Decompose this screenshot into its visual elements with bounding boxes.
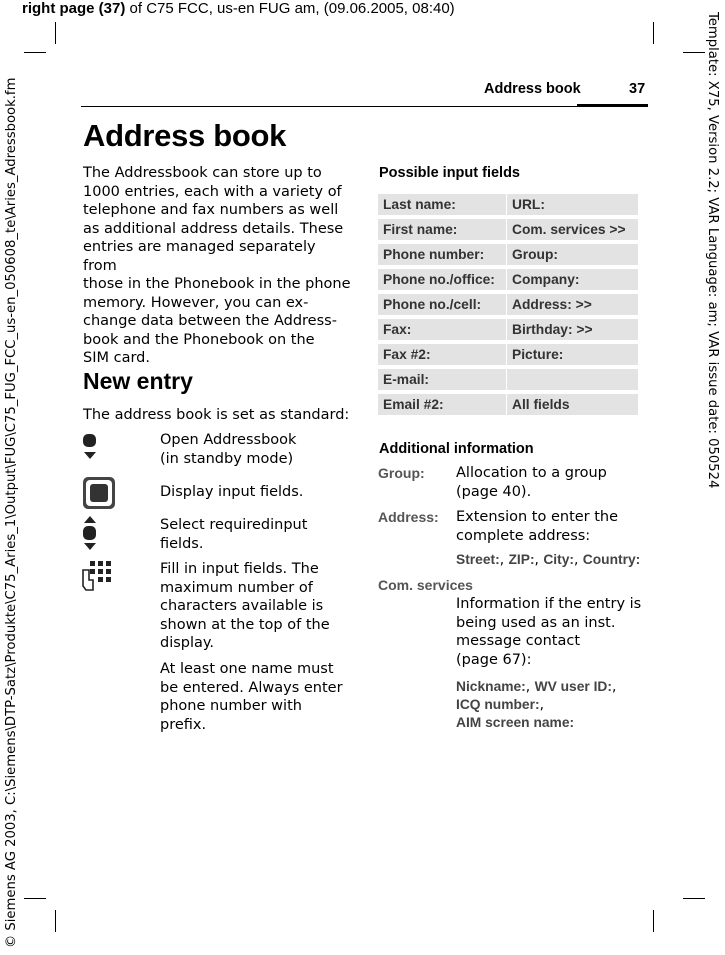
header-rule-thick bbox=[577, 104, 648, 107]
table-cell: E-mail: bbox=[378, 369, 507, 390]
crop-mark bbox=[55, 22, 56, 44]
template-info bbox=[700, 12, 720, 532]
table-cell: Phone no./cell: bbox=[378, 294, 507, 315]
table-row bbox=[378, 219, 638, 240]
separator: , bbox=[534, 552, 544, 568]
new-entry-heading: New entry bbox=[83, 368, 193, 394]
table-cell: URL: bbox=[507, 194, 638, 215]
step-select-fields bbox=[160, 516, 307, 553]
table-cell: Address: >> bbox=[507, 294, 638, 315]
table-row bbox=[378, 269, 638, 290]
additional-heading: Additional information bbox=[379, 441, 534, 457]
intro-line: change data between the Address- bbox=[83, 313, 337, 329]
com-line: Information if the entry is bbox=[456, 596, 642, 612]
intro-line: The Addressbook can store up to bbox=[83, 165, 322, 181]
separator: , bbox=[574, 552, 583, 568]
com-fields-line bbox=[456, 696, 616, 714]
com-services-label: Com. services bbox=[378, 577, 473, 593]
com-line: being used as an inst. bbox=[456, 614, 616, 631]
group-line: (page 40). bbox=[456, 483, 532, 500]
group-label: Group: bbox=[378, 465, 425, 481]
select-key-icon bbox=[82, 476, 116, 514]
template-info-text: Template: X75, Version 2.2; VAR Language: am; VAR issue date: 050524 bbox=[705, 12, 720, 489]
intro-line: entries are managed separately from bbox=[83, 239, 316, 274]
field-nickname: Nickname: bbox=[456, 679, 526, 694]
field-icq-number: ICQ number: bbox=[456, 697, 540, 712]
print-header bbox=[22, 0, 455, 17]
table-cell: Email #2: bbox=[378, 394, 507, 415]
print-header-info: of C75 FCC, us-en FUG am, (09.06.2005, 08:40) bbox=[125, 0, 455, 17]
table-cell: Fax #2: bbox=[378, 344, 507, 365]
table-cell: Phone number: bbox=[378, 244, 507, 265]
crop-mark bbox=[55, 910, 56, 932]
step-line: maximum number of bbox=[160, 579, 313, 596]
com-fields-line bbox=[456, 714, 616, 732]
table-cell: Picture: bbox=[507, 344, 638, 365]
table-row bbox=[378, 344, 638, 365]
crop-mark bbox=[653, 22, 654, 44]
table-cell: Birthday: >> bbox=[507, 319, 638, 340]
header-rule bbox=[81, 106, 648, 107]
com-fields-line bbox=[456, 678, 616, 696]
separator: , bbox=[612, 679, 617, 695]
step-line: fields. bbox=[160, 535, 204, 552]
step-line: prefix. bbox=[160, 716, 207, 733]
separator: , bbox=[525, 679, 535, 695]
group-description bbox=[456, 464, 607, 501]
step-line: (in standby mode) bbox=[160, 450, 294, 467]
keypad-icon bbox=[80, 560, 116, 600]
intro-line: those in the Phonebook in the phone bbox=[83, 276, 351, 292]
field-wv-user-id: WV user ID: bbox=[534, 679, 612, 694]
table-cell bbox=[507, 369, 638, 390]
field-city: City: bbox=[543, 552, 574, 567]
table-cell: Phone no./office: bbox=[378, 269, 507, 290]
copyright-path bbox=[2, 0, 24, 955]
step-line: shown at the top of the bbox=[160, 616, 330, 633]
fields-heading: Possible input fields bbox=[379, 165, 520, 181]
table-cell: First name: bbox=[378, 219, 507, 240]
address-line: complete address: bbox=[456, 527, 591, 544]
step-line: display. bbox=[160, 635, 215, 651]
running-head-title: Address book bbox=[484, 81, 581, 97]
address-fields bbox=[456, 552, 640, 568]
step-line: characters available is bbox=[160, 598, 324, 614]
table-cell: All fields bbox=[507, 394, 638, 415]
com-fields bbox=[456, 678, 616, 732]
field-zip: ZIP: bbox=[508, 552, 535, 567]
field-street: Street: bbox=[456, 552, 500, 567]
step-note bbox=[160, 660, 343, 734]
table-cell: Company: bbox=[507, 269, 638, 290]
intro-paragraph bbox=[83, 164, 353, 368]
new-entry-lead: The address book is set as standard: bbox=[83, 407, 350, 423]
crop-mark bbox=[24, 52, 46, 53]
table-cell: Com. services >> bbox=[507, 219, 638, 240]
table-row bbox=[378, 244, 638, 265]
intro-line: memory. However, you can ex- bbox=[83, 294, 309, 311]
page-title: Address book bbox=[83, 118, 287, 153]
com-line: message contact bbox=[456, 633, 581, 649]
copyright-path-text: © Siemens AG 2003, C:\Siemens\DTP-Satz\Produkte\C75_Aries_1\Output\FUG\C75_FUG_FCC_us-en_050608_te\Aries_Adressbook.fm bbox=[4, 77, 19, 948]
intro-line: as additional address details. These bbox=[83, 220, 344, 237]
intro-line: 1000 entries, each with a variety of bbox=[83, 183, 342, 200]
intro-line: SIM card. bbox=[83, 350, 150, 366]
separator: , bbox=[499, 552, 509, 568]
step-line: be entered. Always enter bbox=[160, 679, 343, 696]
crop-mark bbox=[24, 898, 46, 899]
step-line: Open Addressbook bbox=[160, 432, 297, 448]
print-header-page: right page (37) bbox=[22, 0, 126, 17]
separator: , bbox=[539, 697, 544, 713]
crop-mark bbox=[683, 898, 705, 899]
table-cell: Last name: bbox=[378, 194, 507, 215]
step-line: phone number with bbox=[160, 698, 302, 714]
crop-mark bbox=[653, 910, 654, 932]
table-cell: Fax: bbox=[378, 319, 507, 340]
step-line: At least one name must bbox=[160, 661, 334, 677]
step-line: Fill in input fields. The bbox=[160, 561, 319, 577]
com-services-description bbox=[456, 595, 641, 669]
table-cell: Group: bbox=[507, 244, 638, 265]
step-open-addressbook bbox=[160, 431, 296, 468]
running-head-page: 37 bbox=[629, 81, 646, 97]
step-display-fields bbox=[160, 483, 303, 502]
field-aim-screen-name: AIM screen name: bbox=[456, 715, 575, 730]
intro-line: book and the Phonebook on the bbox=[83, 331, 315, 348]
group-line: Allocation to a group bbox=[456, 465, 607, 481]
fields-table bbox=[378, 190, 638, 419]
address-description bbox=[456, 508, 618, 545]
nav-down-key-icon bbox=[81, 433, 99, 465]
step-fill-fields bbox=[160, 560, 330, 653]
table-row bbox=[378, 369, 638, 390]
table-row bbox=[378, 394, 638, 415]
field-country: Country: bbox=[582, 552, 641, 567]
table-row bbox=[378, 294, 638, 315]
address-line: Extension to enter the bbox=[456, 509, 619, 525]
table-row bbox=[378, 319, 638, 340]
com-line: (page 67): bbox=[456, 651, 532, 668]
step-line: Select requiredinput bbox=[160, 517, 308, 533]
table-row bbox=[378, 194, 638, 215]
step-line: Display input fields. bbox=[160, 484, 304, 500]
nav-updown-key-icon bbox=[81, 516, 99, 556]
intro-line: telephone and fax numbers as well bbox=[83, 202, 339, 218]
address-label: Address: bbox=[378, 509, 439, 525]
